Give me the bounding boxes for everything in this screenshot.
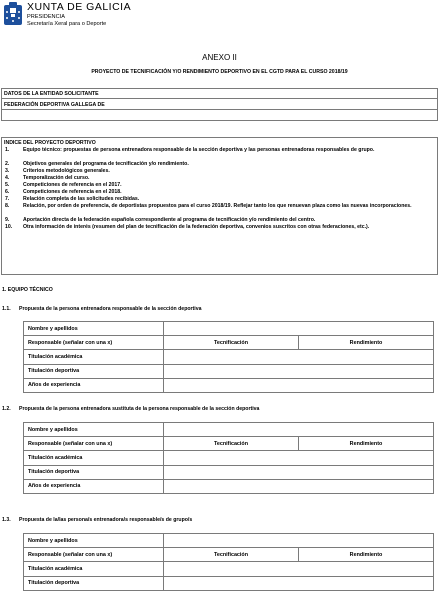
name-field[interactable] — [164, 322, 434, 336]
subsection-1-2 — [2, 406, 259, 412]
index-item — [5, 189, 433, 196]
responsible-label: Responsable (señalar con una x) — [24, 437, 164, 451]
name-field[interactable] — [164, 423, 434, 437]
responsible-label: Responsable (señalar con una x) — [24, 548, 164, 562]
index-item-text: Competiciones de referencia en el 2017. — [23, 182, 122, 188]
sport-field[interactable] — [164, 576, 434, 590]
entity-data-box — [1, 88, 438, 121]
sport-field[interactable] — [164, 465, 434, 479]
subsection-1-3 — [2, 517, 192, 523]
secretaria-label: Secretaría Xeral para o Deporte — [27, 21, 107, 27]
brand-name: XUNTA DE GALICIA — [27, 1, 132, 13]
index-box — [1, 137, 438, 275]
index-item-number: 1. — [5, 147, 10, 153]
academic-label: Titulación académica — [24, 562, 164, 576]
subsection-number: 1.2. — [2, 406, 11, 412]
years-field[interactable] — [164, 378, 434, 392]
annex-title: ANEXO II — [202, 53, 237, 62]
subsection-title: Propuesta de la/las persona/s entrenadora/s responsable/s de grupo/s — [19, 517, 193, 523]
coach-table-3 — [23, 533, 434, 591]
index-item — [5, 147, 433, 154]
index-item-number: 9. — [5, 217, 10, 223]
name-field[interactable] — [164, 534, 434, 548]
rendimiento-option[interactable]: Rendimiento — [299, 437, 434, 451]
name-label: Nombre y apellidos — [24, 534, 164, 548]
academic-field[interactable] — [164, 350, 434, 364]
academic-label: Titulación académica — [24, 350, 164, 364]
tecnificacion-option[interactable]: Tecnificación — [164, 548, 299, 562]
sport-label: Titulación deportiva — [24, 364, 164, 378]
tecnificacion-option[interactable]: Tecnificación — [164, 336, 299, 350]
academic-field[interactable] — [164, 451, 434, 465]
index-item-number: 5. — [5, 182, 10, 188]
brand — [27, 2, 131, 28]
index-item-text: Relación, por orden de preferencia, de deportistas propuestos para el curso 2018/19. Reflejar tanto los que renuevan plaza como las nuevas incorporaciones. — [23, 203, 412, 209]
coach-table-2 — [23, 422, 434, 494]
index-item-text: Criterios metodológicos generales. — [23, 168, 110, 174]
index-item — [5, 161, 433, 168]
index-item — [5, 196, 433, 203]
academic-label: Titulación académica — [24, 451, 164, 465]
index-item-text: Equipo técnico: propuestas de persona entrenadora responsable de la sección deportiva y las personas entrenadoras responsables de grupo. — [23, 147, 375, 153]
name-label: Nombre y apellidos — [24, 423, 164, 437]
index-item-text: Relación completa de las solicitudes recibidas. — [23, 196, 140, 202]
index-item — [5, 168, 433, 175]
index-item-text: Aportación directa de la federación española correspondiente al programa de tecnificación y/o rendimiento del centro. — [23, 217, 316, 223]
subsection-title: Propuesta de la persona entrenadora responsable de la sección deportiva — [19, 306, 202, 312]
academic-field[interactable] — [164, 562, 434, 576]
presidencia-label: PRESIDENCIA — [27, 14, 65, 20]
index-item-number: 3. — [5, 168, 10, 174]
section-equipo-tecnico: 1. EQUIPO TÉCNICO — [2, 287, 53, 293]
federation-label[interactable]: FEDERACIÓN DEPORTIVA GALLEGA DE — [4, 102, 105, 108]
index-title: INDICE DEL PROYECTO DEPORTIVO — [4, 140, 96, 146]
years-label: Años de experiencia — [24, 479, 164, 493]
rendimiento-option[interactable]: Rendimiento — [299, 336, 434, 350]
index-item-text: Otra información de interés (resumen del plan de tecnificación de la federación deportiva, convenios suscritos con otras federaciones, etc.). — [23, 224, 370, 230]
index-item-number: 4. — [5, 175, 10, 181]
index-item-text: Temporalización del curso. — [23, 175, 90, 181]
rendimiento-option[interactable]: Rendimiento — [299, 548, 434, 562]
galicia-coat-of-arms-icon — [3, 2, 23, 26]
name-label: Nombre y apellidos — [24, 322, 164, 336]
coach-table-1 — [23, 321, 434, 393]
index-item-text: Objetivos generales del programa de tecnificación y/o rendimiento. — [23, 161, 189, 167]
project-title: PROYECTO DE TECNIFICACIÓN Y/O RENDIMIENTO DEPORTIVO EN EL CGTD PARA EL CURSO 2018/19 — [91, 69, 348, 75]
subsection-number: 1.1. — [2, 306, 11, 312]
sport-label: Titulación deportiva — [24, 465, 164, 479]
index-item — [5, 182, 433, 189]
index-item-number: 10. — [5, 224, 13, 230]
index-item-number: 7. — [5, 196, 10, 202]
subsection-1-1 — [2, 306, 202, 312]
divider — [2, 109, 437, 110]
index-item-number: 2. — [5, 161, 10, 167]
responsible-label: Responsable (señalar con una x) — [24, 336, 164, 350]
divider — [2, 98, 437, 99]
tecnificacion-option[interactable]: Tecnificación — [164, 437, 299, 451]
index-item-number: 6. — [5, 189, 10, 195]
subsection-title: Propuesta de la persona entrenadora sustituta de la persona responsable de la sección deportiva — [19, 406, 260, 412]
sport-label: Titulación deportiva — [24, 576, 164, 590]
index-item — [5, 217, 433, 224]
index-item — [5, 224, 433, 231]
index-item — [5, 203, 433, 210]
years-field[interactable] — [164, 479, 434, 493]
years-label: Años de experiencia — [24, 378, 164, 392]
sport-field[interactable] — [164, 364, 434, 378]
index-item-number: 8. — [5, 203, 10, 209]
entity-data-label: DATOS DE LA ENTIDAD SOLICITANTE — [4, 91, 99, 97]
index-item — [5, 175, 433, 182]
subsection-number: 1.3. — [2, 517, 11, 523]
index-item-text: Competiciones de referencia en el 2018. — [23, 189, 122, 195]
